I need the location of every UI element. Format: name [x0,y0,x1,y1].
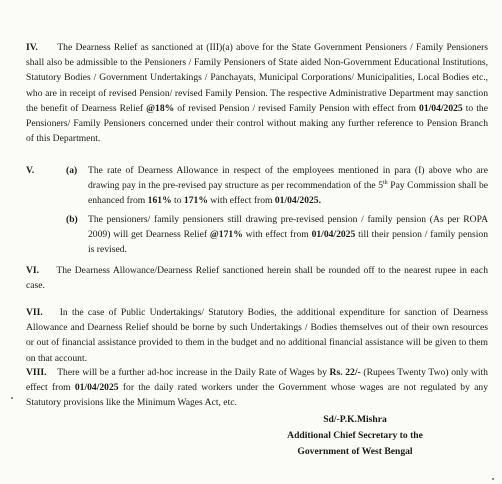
date-highlight: 01/04/2025 [419,102,463,114]
subparagraph-a: The rate of Dearness Allowance in respect of the employees mentioned in para (I) above who are drawing pay in the pre-revised pay structure as per recommendation of the 5th Pay Commission shall be enhanced from 161% to 171% with effect from 01/04/2025. [88,165,488,207]
paragraph-vi [26,263,488,293]
paragraph-number: VII. [26,307,43,318]
rate-highlight: @18% [146,102,175,114]
paragraph-text: to the Pensioners/ Family Pensioners concerned under their control without making any further reference to Pension Branch of this Department. [26,102,488,145]
amount-highlight: Rs. 22/- [329,367,361,378]
paragraph-text: of revised Pension / revised Family Pension with effect from [174,102,420,114]
date-highlight: 01/04/2025 [74,382,119,394]
scan-speck [492,478,494,480]
subparagraph-label-b: (b) [66,214,78,225]
paragraph-number: VI. [26,265,40,276]
paragraph-number: IV. [26,42,38,53]
scan-speck [11,397,13,399]
subparagraph-b: The pensioners/ family pensioners still drawing pre-revised pension / family pension (As per ROPA 2009) will get Dearness Relief @171% with effect from 01/04/2025 till their pension / family pension is revised. [88,214,489,256]
paragraph-text: (Rupees Twenty Two) only with effect from [26,367,488,394]
paragraph-number: V. [26,165,35,176]
paragraph-iv [26,40,488,146]
paragraph-text: In the case of Public Undertakings/ Statutory Bodies, the additional expenditure for sanction of Dearness Allowance and Dearness Relief should be borne by such Undertakings / Bodies themselves out of their own resources or out of financial assistance provided to them in the budget and no additional financial assistance will be given to them on that account. [26,307,488,364]
subparagraph-label-a: (a) [66,165,78,176]
paragraph-text: for the daily rated workers under the Government whose wages are not regulated by any Statutory provisions like the Minimum Wages Act, etc. [26,382,488,409]
paragraph-viii [26,365,488,411]
paragraph-vii [26,305,488,366]
signatory-organization: Government of West Bengal [297,446,413,457]
paragraph-text: The Dearness Allowance/Dearness Relief sanctioned herein shall be rounded off to the nearest rupee in each case. [26,265,488,292]
signatory-designation: Additional Chief Secretary to the [287,430,423,441]
paragraph-text: There will be a further ad-hoc increase in the Daily Rate of Wages by [57,367,330,378]
signatory-name: Sd/-P.K.Mishra [323,414,387,425]
paragraph-text: The Dearness Relief as sanctioned at (III)(a) above for the State Government Pensioners / Family Pensioners shall also be admissible to the Pensioners / Family Pensioners of State aided Non-Government Educational Institutions, Statutory Bodies / Government Undertakings / Panchayats, Municipal Corporations/ Municipalities, Local Bodies etc., who are in receipt of revised Pension/ revised Family Pension. The respective Administrative Department may sanction the benefit of Dearness Relief [26,42,489,114]
paragraph-v [26,163,488,273]
paragraph-number: VIII. [26,367,47,378]
signature-block [255,412,455,460]
